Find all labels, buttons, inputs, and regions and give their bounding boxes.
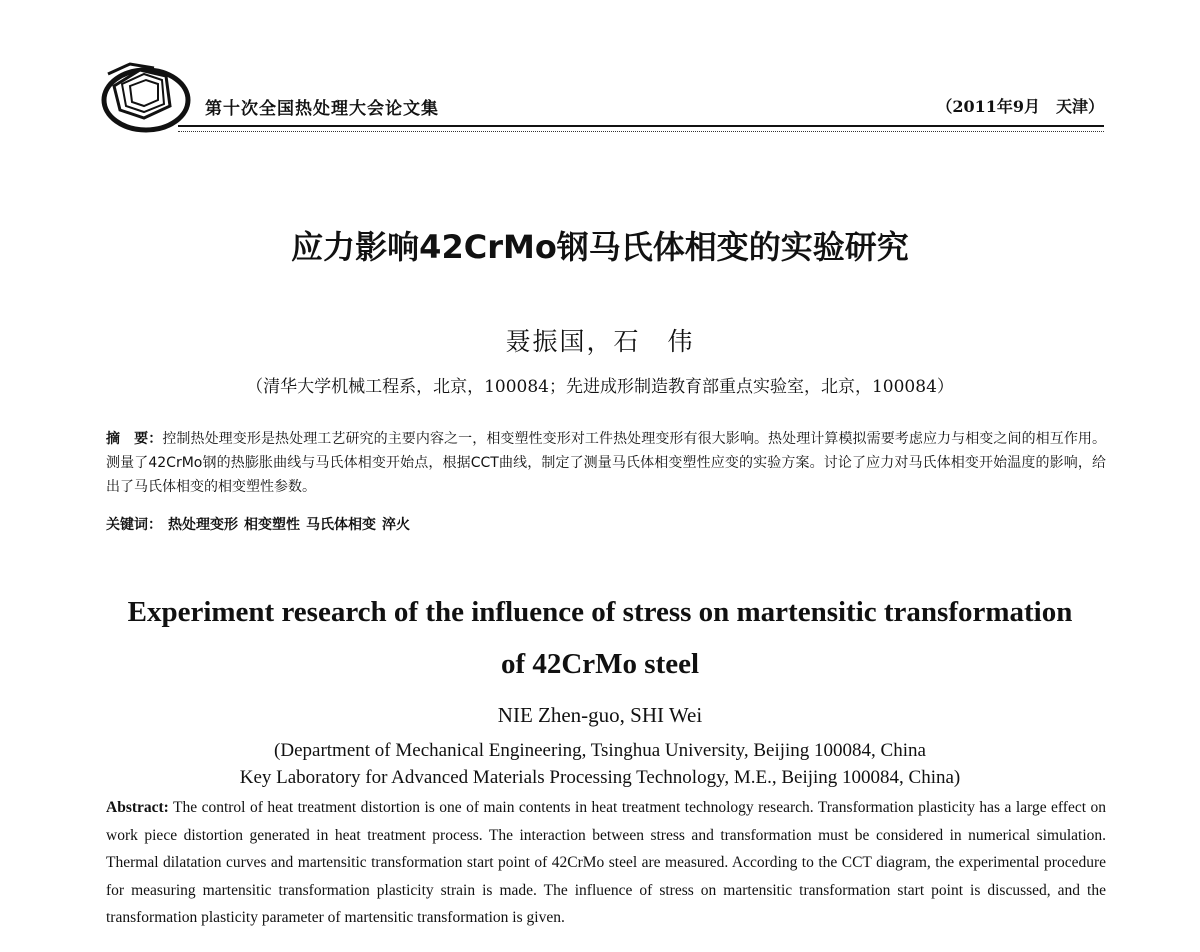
book-pages-logo-icon (100, 56, 192, 136)
keywords-label-chinese: 关键词： (106, 517, 162, 533)
keyword: 相变塑性 (244, 517, 300, 533)
affiliation-english-line2: Key Laboratory for Advanced Materials Processing Technology, M.E., Beijing 100084, China) (239, 767, 961, 788)
paper-title-english-line2: of 42CrMo steel (500, 648, 700, 680)
abstract-label-english: Abstract: (106, 799, 169, 816)
proceedings-series-title: 第十次全国热处理大会论文集 (205, 99, 439, 119)
header-dotted-rule (178, 131, 1104, 132)
keyword: 热处理变形 (168, 517, 238, 533)
paper-title-chinese: 应力影响42CrMo钢马氏体相变的实验研究 (291, 228, 909, 266)
abstract-text-english: The control of heat treatment distortion is one of main contents in heat treatment technology research. Transformation plasticity has a large effect on work piece distortion generated in heat treatment process. The interaction between stress and transformation must be considered in numerical simulation. Thermal dilatation curves and martensitic transformation start point of 42CrMo steel are measured. According to the CCT diagram, the experimental procedure for measuring martensitic transformation plasticity strain is made. The influence of stress on martensitic transformation start point is discussed, and the transformation plasticity parameter of martensitic transformation is given. (106, 799, 1106, 926)
abstract-english (106, 794, 1106, 932)
keyword: 淬火 (382, 517, 410, 533)
authors-english: NIE Zhen-guo, SHI Wei (497, 703, 703, 727)
paper-title-english-line1: Experiment research of the influence of stress on martensitic transformation (127, 596, 1073, 628)
authors-chinese: 聂振国，石 伟 (505, 327, 695, 356)
keywords-chinese (106, 514, 1106, 534)
abstract-label-chinese: 摘 要： (106, 431, 163, 447)
abstract-text-chinese: 控制热处理变形是热处理工艺研究的主要内容之一，相变塑性变形对工件热处理变形有很大影响。热处理计算模拟需要考虑应力与相变之间的相互作用。测量了42CrMo钢的热膨胀曲线与马氏体相变开始点，根据CCT曲线，制定了测量马氏体相变塑性应变的实验方案。讨论了应力对马氏体相变开始温度的影响，给出了马氏体相变的相变塑性参数。 (106, 431, 1106, 495)
affiliation-english-line1: (Department of Mechanical Engineering, Tsinghua University, Beijing 100084, China (274, 740, 926, 761)
affiliation-chinese: （清华大学机械工程系，北京，100084；先进成形制造教育部重点实验室，北京，100084） (246, 377, 954, 397)
keyword: 马氏体相变 (306, 517, 376, 533)
proceedings-date-location: （2011年9月 天津） (936, 97, 1104, 116)
abstract-chinese (106, 427, 1106, 499)
header-rule (178, 125, 1104, 127)
